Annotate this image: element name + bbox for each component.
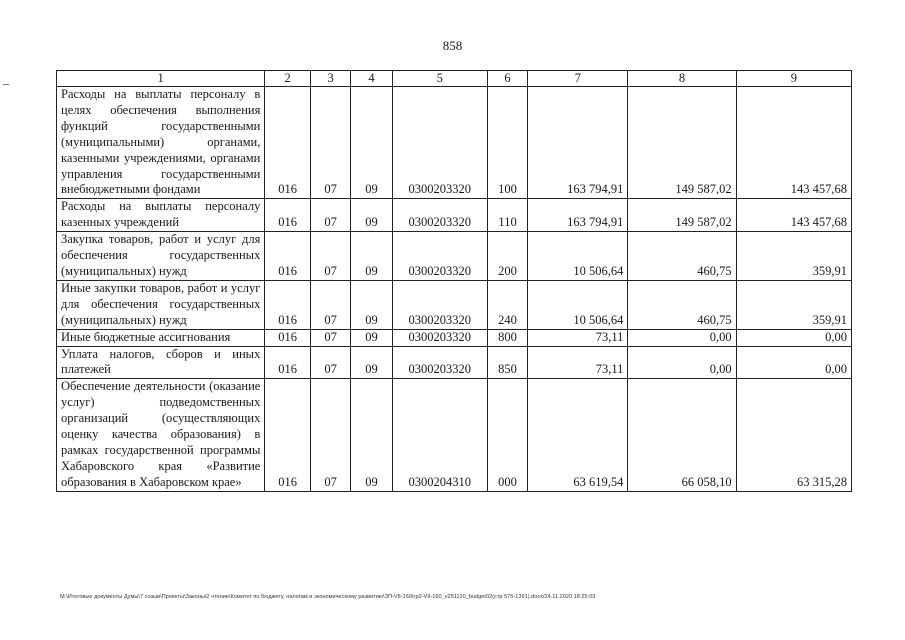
cell-sum-3: 0,00 bbox=[736, 346, 851, 379]
table-row bbox=[57, 280, 852, 329]
cell-sum-2: 460,75 bbox=[628, 280, 736, 329]
cell-sum-1: 10 506,64 bbox=[528, 280, 628, 329]
cell-rz: 07 bbox=[310, 346, 350, 379]
cell-pr: 09 bbox=[351, 87, 392, 199]
cell-pr: 09 bbox=[351, 199, 392, 232]
cell-pr: 09 bbox=[351, 379, 392, 491]
cell-rz: 07 bbox=[310, 329, 350, 346]
cell-sum-1: 63 619,54 bbox=[528, 379, 628, 491]
cell-sum-3: 359,91 bbox=[736, 280, 851, 329]
margin-mark bbox=[3, 84, 9, 85]
cell-gr: 016 bbox=[265, 232, 311, 281]
cell-pr: 09 bbox=[351, 329, 392, 346]
cell-rz: 07 bbox=[310, 87, 350, 199]
cell-csr: 0300203320 bbox=[392, 329, 487, 346]
cell-gr: 016 bbox=[265, 379, 311, 491]
file-path-footer: M:\Итоговые документы Думы\7 созыв\Проекты\Законы\2 чтение\Комитет по бюджету, налогам и экономическому развитию\ЗП-VII-160\гр2-VII-160_v251120_budget02(стр 575-1391).docx/24.11.2020 18:25:03 bbox=[60, 594, 596, 600]
cell-gr: 016 bbox=[265, 329, 311, 346]
cell-sum-1: 73,11 bbox=[528, 346, 628, 379]
cell-csr: 0300204310 bbox=[392, 379, 487, 491]
header-col-3: 3 bbox=[310, 71, 350, 87]
cell-gr: 016 bbox=[265, 199, 311, 232]
cell-sum-2: 149 587,02 bbox=[628, 199, 736, 232]
cell-sum-2: 0,00 bbox=[628, 329, 736, 346]
cell-vr: 800 bbox=[487, 329, 527, 346]
cell-csr: 0300203320 bbox=[392, 346, 487, 379]
header-col-1: 1 bbox=[57, 71, 265, 87]
cell-sum-2: 66 058,10 bbox=[628, 379, 736, 491]
header-col-6: 6 bbox=[487, 71, 527, 87]
cell-sum-3: 143 457,68 bbox=[736, 199, 851, 232]
page-number: 858 bbox=[442, 38, 463, 53]
table-row bbox=[57, 199, 852, 232]
cell-vr: 100 bbox=[487, 87, 527, 199]
cell-csr: 0300203320 bbox=[392, 280, 487, 329]
cell-rz: 07 bbox=[310, 199, 350, 232]
header-col-2: 2 bbox=[265, 71, 311, 87]
cell-gr: 016 bbox=[265, 346, 311, 379]
row-name: Расходы на выплаты персоналу казенных учреждений bbox=[57, 199, 265, 232]
row-name: Обеспечение деятельности (оказание услуг) подведомственных организаций (осуществляющих оценку качества образования) в рамках государственной программы Хабаровского края «Развитие образования в Хабаровском крае» bbox=[57, 379, 265, 491]
cell-sum-1: 163 794,91 bbox=[528, 87, 628, 199]
cell-pr: 09 bbox=[351, 280, 392, 329]
cell-csr: 0300203320 bbox=[392, 232, 487, 281]
cell-sum-3: 143 457,68 bbox=[736, 87, 851, 199]
row-name: Уплата налогов, сборов и иных платежей bbox=[57, 346, 265, 379]
header-col-7: 7 bbox=[528, 71, 628, 87]
row-name: Закупка товаров, работ и услуг для обеспечения государственных (муниципальных) нужд bbox=[57, 232, 265, 281]
cell-pr: 09 bbox=[351, 232, 392, 281]
cell-sum-2: 149 587,02 bbox=[628, 87, 736, 199]
cell-rz: 07 bbox=[310, 379, 350, 491]
row-name: Иные закупки товаров, работ и услуг для обеспечения государственных (муниципальных) нужд bbox=[57, 280, 265, 329]
cell-csr: 0300203320 bbox=[392, 87, 487, 199]
table-row bbox=[57, 87, 852, 199]
header-col-4: 4 bbox=[351, 71, 392, 87]
cell-vr: 850 bbox=[487, 346, 527, 379]
cell-vr: 110 bbox=[487, 199, 527, 232]
header-col-8: 8 bbox=[628, 71, 736, 87]
cell-sum-3: 359,91 bbox=[736, 232, 851, 281]
table-row bbox=[57, 346, 852, 379]
cell-rz: 07 bbox=[310, 232, 350, 281]
cell-sum-1: 73,11 bbox=[528, 329, 628, 346]
header-col-5: 5 bbox=[392, 71, 487, 87]
cell-pr: 09 bbox=[351, 346, 392, 379]
cell-rz: 07 bbox=[310, 280, 350, 329]
budget-table bbox=[56, 70, 852, 492]
header-col-9: 9 bbox=[736, 71, 851, 87]
row-name: Иные бюджетные ассигнования bbox=[57, 329, 265, 346]
table-row bbox=[57, 379, 852, 491]
cell-sum-2: 460,75 bbox=[628, 232, 736, 281]
cell-sum-2: 0,00 bbox=[628, 346, 736, 379]
header-row bbox=[57, 71, 852, 87]
table-row bbox=[57, 329, 852, 346]
cell-sum-1: 10 506,64 bbox=[528, 232, 628, 281]
cell-vr: 240 bbox=[487, 280, 527, 329]
cell-vr: 000 bbox=[487, 379, 527, 491]
cell-sum-1: 163 794,91 bbox=[528, 199, 628, 232]
cell-gr: 016 bbox=[265, 87, 311, 199]
row-name: Расходы на выплаты персоналу в целях обеспечения выполнения функций государственными (муниципальными) органами, казенными учреждениями, органами управления государственными внебюджетными фондами bbox=[57, 87, 265, 199]
cell-sum-3: 0,00 bbox=[736, 329, 851, 346]
cell-sum-3: 63 315,28 bbox=[736, 379, 851, 491]
cell-csr: 0300203320 bbox=[392, 199, 487, 232]
cell-vr: 200 bbox=[487, 232, 527, 281]
table-row bbox=[57, 232, 852, 281]
cell-gr: 016 bbox=[265, 280, 311, 329]
